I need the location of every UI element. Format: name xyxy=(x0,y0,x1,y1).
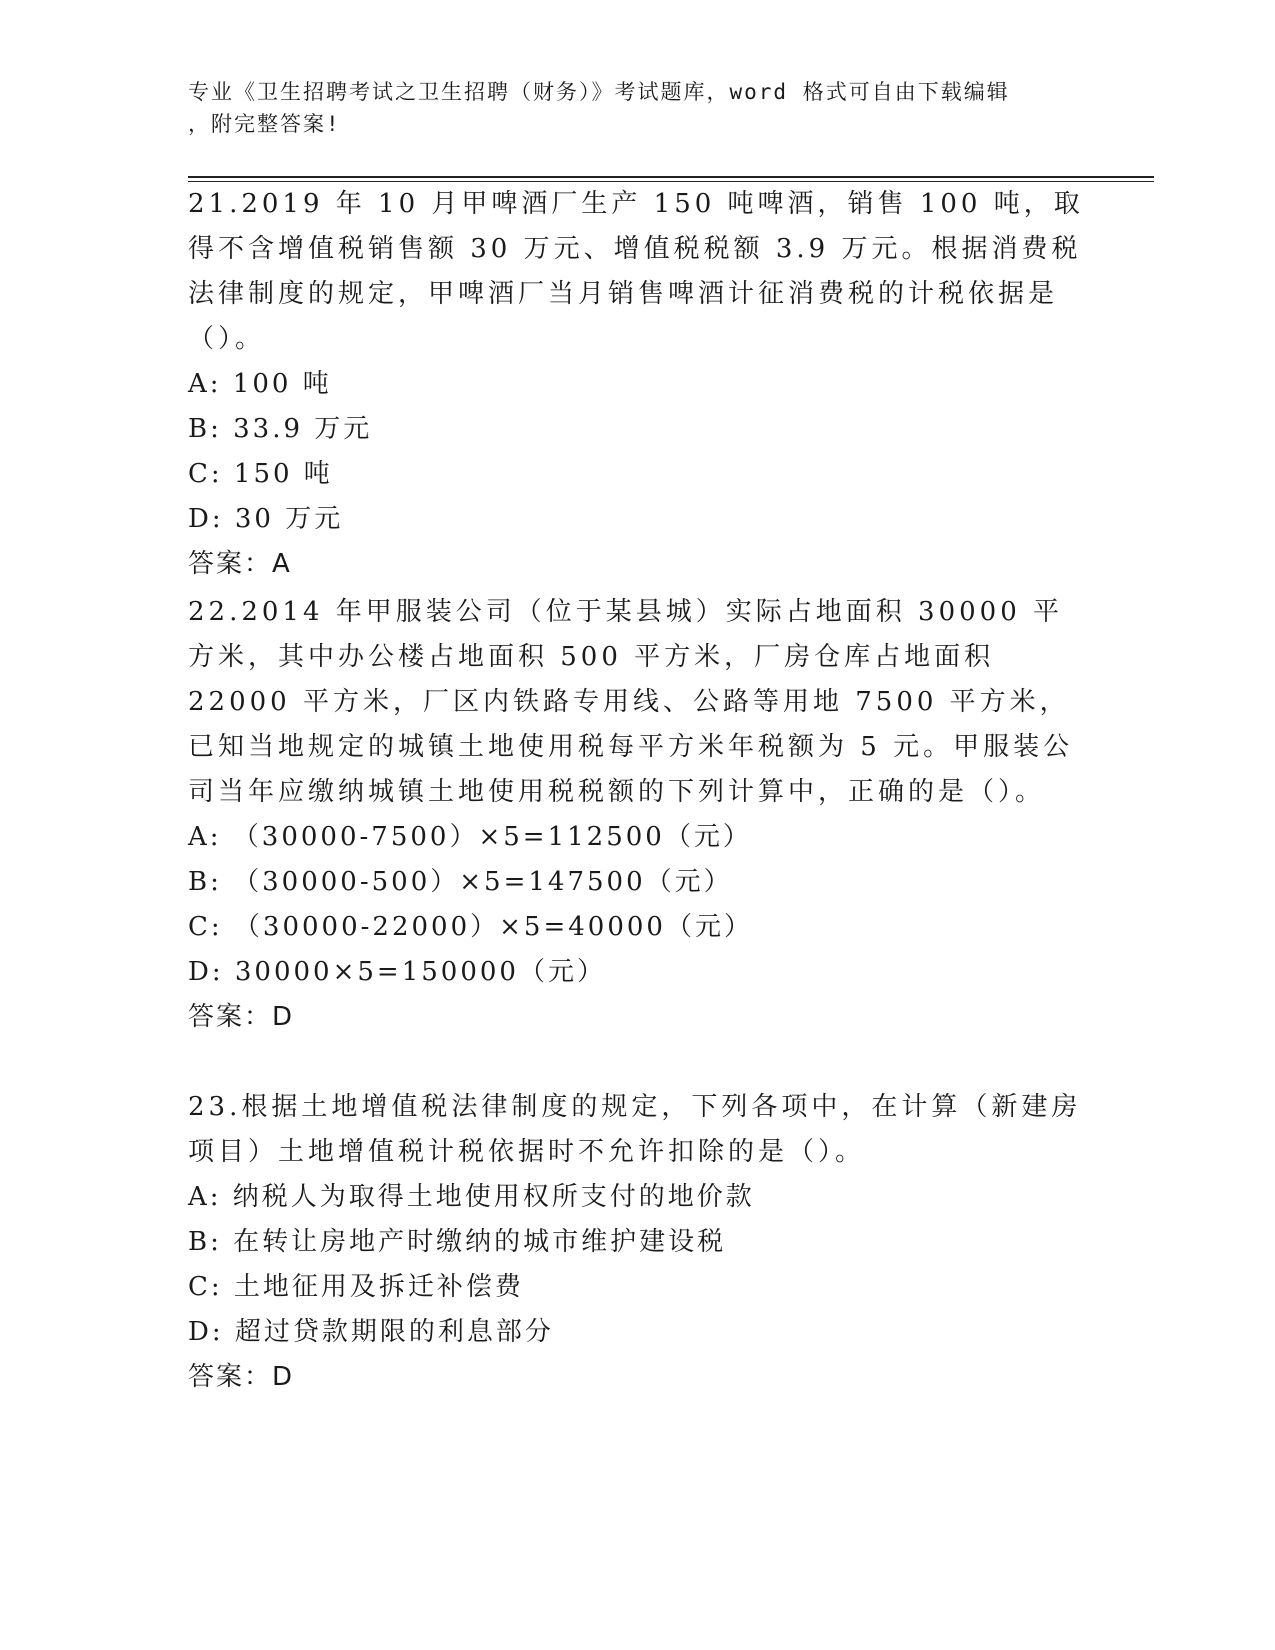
question-23 xyxy=(188,1085,1088,1400)
question-21 xyxy=(188,182,1088,587)
answer: 答案：A xyxy=(188,549,292,579)
option-d: D: 30 万元 xyxy=(188,504,344,534)
option-d: D: 30000×5=150000（元） xyxy=(188,957,606,987)
answer: 答案：D xyxy=(188,1002,295,1032)
question-text: 22.2014 年甲服装公司（位于某县城）实际占地面积 30000 平方米，其中办公楼占地面积 500 平方米，厂房仓库占地面积 22000 平方米，厂区内铁路专用线、公路等用地 7500 平方米，已知当地规定的城镇土地使用税每平方米年税额为 5 元。甲服装公司当年应缴纳城镇土地使用税税额的下列计算中，正确的是（）。 xyxy=(188,597,1074,807)
option-b: B: 33.9 万元 xyxy=(188,414,373,444)
question-text: 21.2019 年 10 月甲啤酒厂生产 150 吨啤酒，销售 100 吨，取得不含增值税销售额 30 万元、增值税税额 3.9 万元。根据消费税法律制度的规定，甲啤酒厂当月销售啤酒计征消费税的计税依据是（）。 xyxy=(188,189,1084,354)
header-divider-thick xyxy=(188,176,1154,178)
question-22 xyxy=(188,590,1088,1040)
header-line-2: ，附完整答案! xyxy=(188,112,341,136)
option-d: D: 超过贷款期限的利息部分 xyxy=(188,1317,554,1347)
option-a: A: （30000-7500）×5=112500（元） xyxy=(188,822,752,852)
answer: 答案：D xyxy=(188,1362,295,1392)
option-a: A: 纳税人为取得土地使用权所支付的地价款 xyxy=(188,1182,755,1212)
question-text: 23.根据土地增值税法律制度的规定，下列各项中，在计算（新建房项目）土地增值税计税依据时不允许扣除的是（）。 xyxy=(188,1092,1082,1167)
option-c: C: 土地征用及拆迁补偿费 xyxy=(188,1272,524,1302)
option-c: C: （30000-22000）×5=40000（元） xyxy=(188,912,753,942)
document-header xyxy=(188,76,1068,140)
option-a: A: 100 吨 xyxy=(188,369,332,399)
header-line-1: 专业《卫生招聘考试之卫生招聘（财务）》考试题库，word 格式可自由下载编辑 xyxy=(188,80,1010,104)
option-b: B: （30000-500）×5=147500（元） xyxy=(188,867,733,897)
option-b: B: 在转让房地产时缴纳的城市维护建设税 xyxy=(188,1227,727,1257)
option-c: C: 150 吨 xyxy=(188,459,333,489)
